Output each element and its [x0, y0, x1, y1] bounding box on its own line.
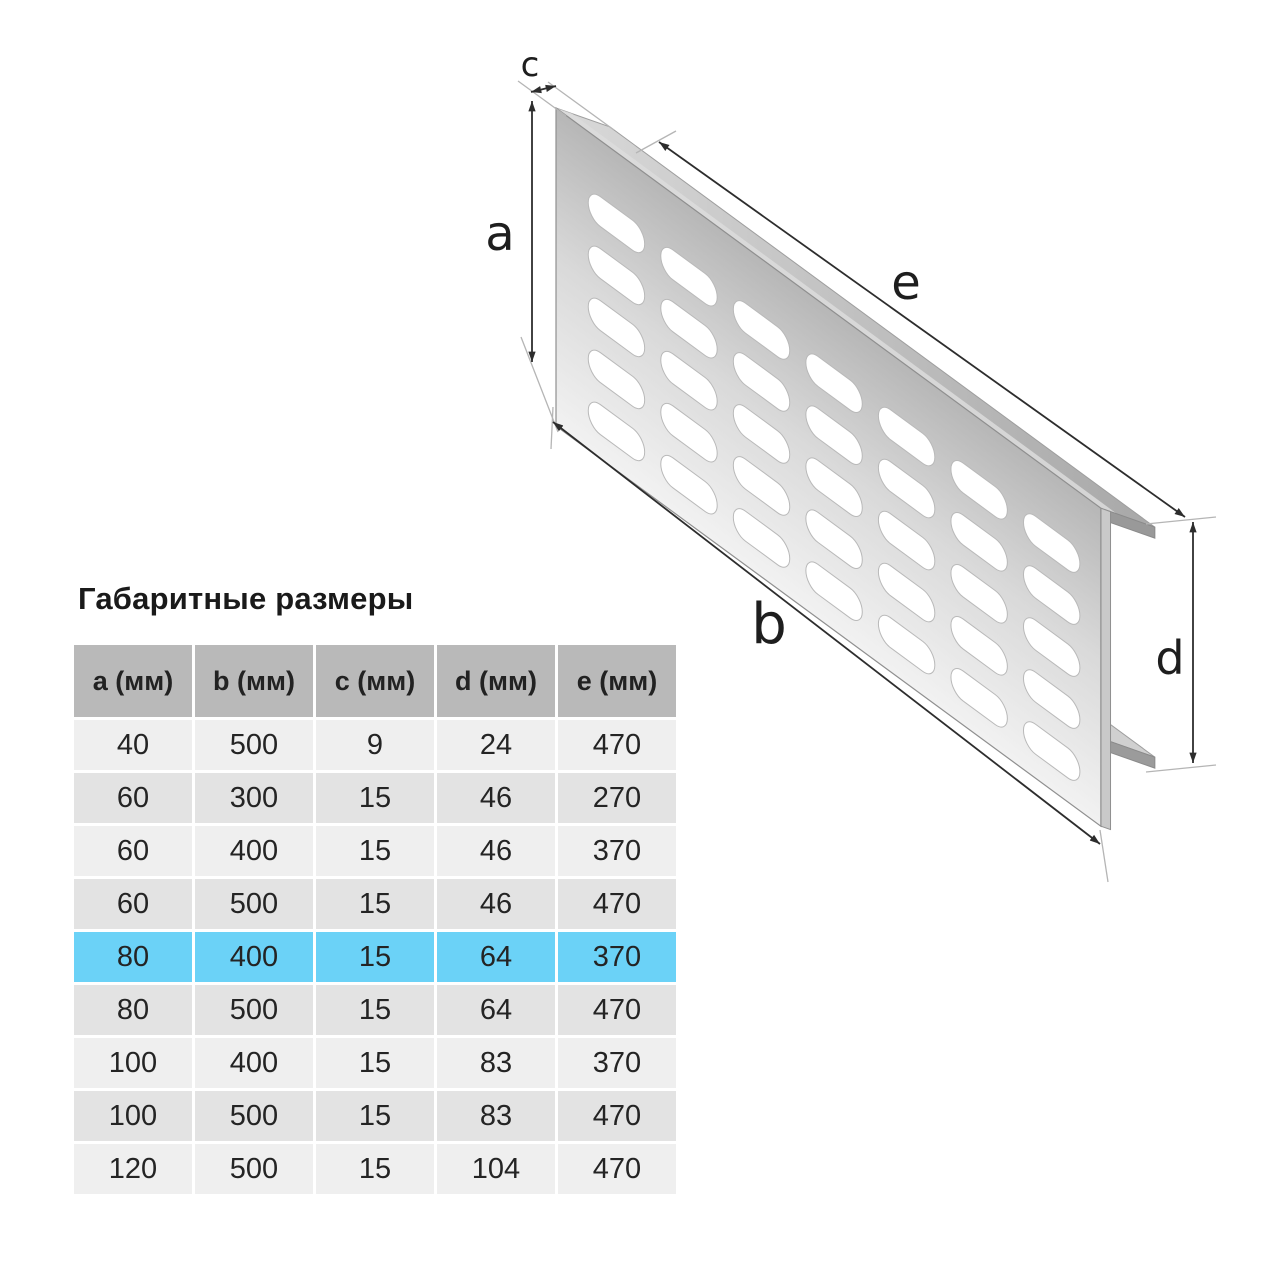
- table-row: [74, 773, 676, 823]
- table-header-cell: a (мм): [74, 645, 192, 717]
- table-cell: 83: [437, 1038, 555, 1088]
- dimensions-table: [71, 642, 679, 1197]
- table-row: [74, 879, 676, 929]
- table-cell: 120: [74, 1144, 192, 1194]
- table-cell: 500: [195, 985, 313, 1035]
- table-cell: 470: [558, 879, 676, 929]
- table-cell: 500: [195, 1091, 313, 1141]
- table-header-cell: e (мм): [558, 645, 676, 717]
- table-cell: 500: [195, 720, 313, 770]
- table-cell: 470: [558, 1144, 676, 1194]
- table-cell: 270: [558, 773, 676, 823]
- table-body: [74, 720, 676, 1194]
- table-cell: 80: [74, 985, 192, 1035]
- table-cell: 46: [437, 879, 555, 929]
- table-cell: 400: [195, 826, 313, 876]
- table-cell: 64: [437, 932, 555, 982]
- table-cell: 80: [74, 932, 192, 982]
- page-title: Габаритные размеры: [78, 581, 414, 616]
- dim-label-a: a: [485, 206, 515, 262]
- table-cell: 370: [558, 826, 676, 876]
- table-cell: 100: [74, 1038, 192, 1088]
- table-cell: 470: [558, 985, 676, 1035]
- table-cell: 370: [558, 1038, 676, 1088]
- table-header-cell: b (мм): [195, 645, 313, 717]
- table-row-highlighted: [74, 932, 676, 982]
- table-row: [74, 1144, 676, 1194]
- table-header-row: [74, 645, 676, 717]
- table-cell: 400: [195, 932, 313, 982]
- table-cell: 60: [74, 826, 192, 876]
- table-cell: 100: [74, 1091, 192, 1141]
- table-cell: 46: [437, 826, 555, 876]
- table-cell: 15: [316, 826, 434, 876]
- table-cell: 15: [316, 932, 434, 982]
- table-cell: 40: [74, 720, 192, 770]
- table-cell: 83: [437, 1091, 555, 1141]
- table-cell: 60: [74, 773, 192, 823]
- table-cell: 9: [316, 720, 434, 770]
- table-cell: 500: [195, 879, 313, 929]
- table-cell: 104: [437, 1144, 555, 1194]
- dim-label-b: b: [751, 592, 787, 657]
- web-edge: [1101, 504, 1111, 833]
- table-row: [74, 826, 676, 876]
- table-cell: 300: [195, 773, 313, 823]
- table-cell: 500: [195, 1144, 313, 1194]
- table-cell: 15: [316, 1091, 434, 1141]
- dim-label-d: d: [1155, 631, 1185, 685]
- table-cell: 24: [437, 720, 555, 770]
- table-row: [74, 720, 676, 770]
- table-cell: 15: [316, 879, 434, 929]
- table-row: [74, 1091, 676, 1141]
- table-cell: 15: [316, 1038, 434, 1088]
- table-row: [74, 985, 676, 1035]
- table-header-cell: d (мм): [437, 645, 555, 717]
- table-cell: 15: [316, 985, 434, 1035]
- table-cell: 15: [316, 1144, 434, 1194]
- table-row: [74, 1038, 676, 1088]
- dim-label-e: e: [891, 255, 921, 311]
- table-cell: 470: [558, 1091, 676, 1141]
- dim-line-c: [531, 86, 556, 92]
- table-cell: 46: [437, 773, 555, 823]
- table-head: [74, 645, 676, 717]
- table-cell: 64: [437, 985, 555, 1035]
- table-cell: 370: [558, 932, 676, 982]
- table-cell: 15: [316, 773, 434, 823]
- table-cell: 400: [195, 1038, 313, 1088]
- table-cell: 60: [74, 879, 192, 929]
- table-header-cell: c (мм): [316, 645, 434, 717]
- table-cell: 470: [558, 720, 676, 770]
- dim-label-c: c: [520, 45, 540, 85]
